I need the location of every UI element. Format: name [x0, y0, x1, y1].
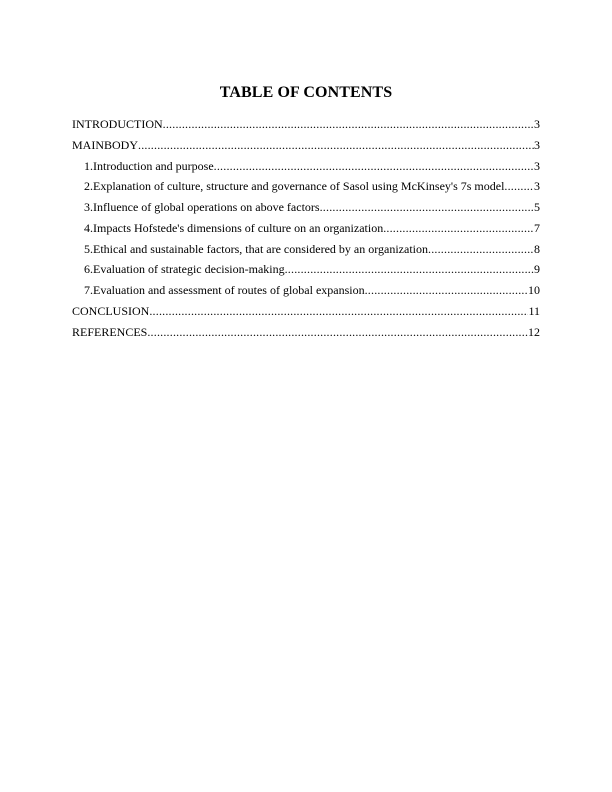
toc-page-number: 10	[528, 283, 540, 297]
toc-page-number: 12	[528, 325, 540, 339]
toc-dot-leader	[147, 325, 528, 340]
toc-entry-introduction-and-purpose[interactable]	[84, 159, 540, 174]
toc-dot-leader	[320, 200, 534, 215]
toc-page-number: 5	[534, 200, 540, 214]
toc-entry-mainbody[interactable]	[72, 138, 540, 153]
toc-dot-leader	[163, 117, 534, 132]
toc-page-number: 8	[534, 242, 540, 256]
toc-entry-label: CONCLUSION	[72, 304, 150, 318]
toc-entry-label: 1.Introduction and purpose	[84, 159, 214, 173]
toc-entry-label: 2.Explanation of culture, structure and governance of Sasol using McKinsey's 7s model	[84, 179, 505, 193]
toc-entry-label: 4.Impacts Hofstede's dimensions of culture on an organization	[84, 221, 384, 235]
toc-dot-leader	[428, 242, 534, 257]
toc-title: TABLE OF CONTENTS	[219, 84, 393, 101]
toc-page-number: 11	[528, 304, 540, 318]
toc-page-number: 3	[534, 159, 540, 173]
toc-page-number: 3	[534, 138, 540, 152]
toc-dot-leader	[504, 179, 534, 194]
toc-entry-label: REFERENCES	[72, 325, 148, 339]
toc-entry-mckinsey-7s[interactable]	[84, 179, 540, 194]
toc-entry-global-operations[interactable]	[84, 200, 540, 215]
toc-entry-global-expansion[interactable]	[84, 283, 540, 298]
toc-page-number: 3	[534, 179, 540, 193]
toc-entry-introduction[interactable]	[72, 117, 540, 132]
toc-entry-references[interactable]	[72, 325, 540, 340]
toc-entry-label: INTRODUCTION	[72, 117, 163, 131]
toc-dot-leader	[214, 159, 534, 174]
toc-dot-leader	[149, 304, 528, 319]
toc-entry-label: 6.Evaluation of strategic decision-making	[84, 262, 285, 276]
toc-page-number: 3	[534, 117, 540, 131]
toc-page-number: 9	[534, 262, 540, 276]
toc-entry-label: MAINBODY	[72, 138, 138, 152]
toc-entry-label: 7.Evaluation and assessment of routes of global expansion	[84, 283, 365, 297]
toc-entry-strategic-decision-making[interactable]	[84, 262, 540, 277]
toc-dot-leader	[383, 221, 534, 236]
toc-entry-hofstede[interactable]	[84, 221, 540, 236]
toc-entry-label: 5.Ethical and sustainable factors, that are considered by an organization	[84, 242, 428, 256]
toc-entry-label: 3.Influence of global operations on above factors	[84, 200, 320, 214]
toc-dot-leader	[285, 262, 534, 277]
toc-entry-conclusion[interactable]	[72, 304, 540, 319]
toc-page-number: 7	[534, 221, 540, 235]
toc-entry-ethical-sustainable[interactable]	[84, 242, 540, 257]
toc-dot-leader	[138, 138, 534, 153]
toc-dot-leader	[365, 283, 528, 298]
